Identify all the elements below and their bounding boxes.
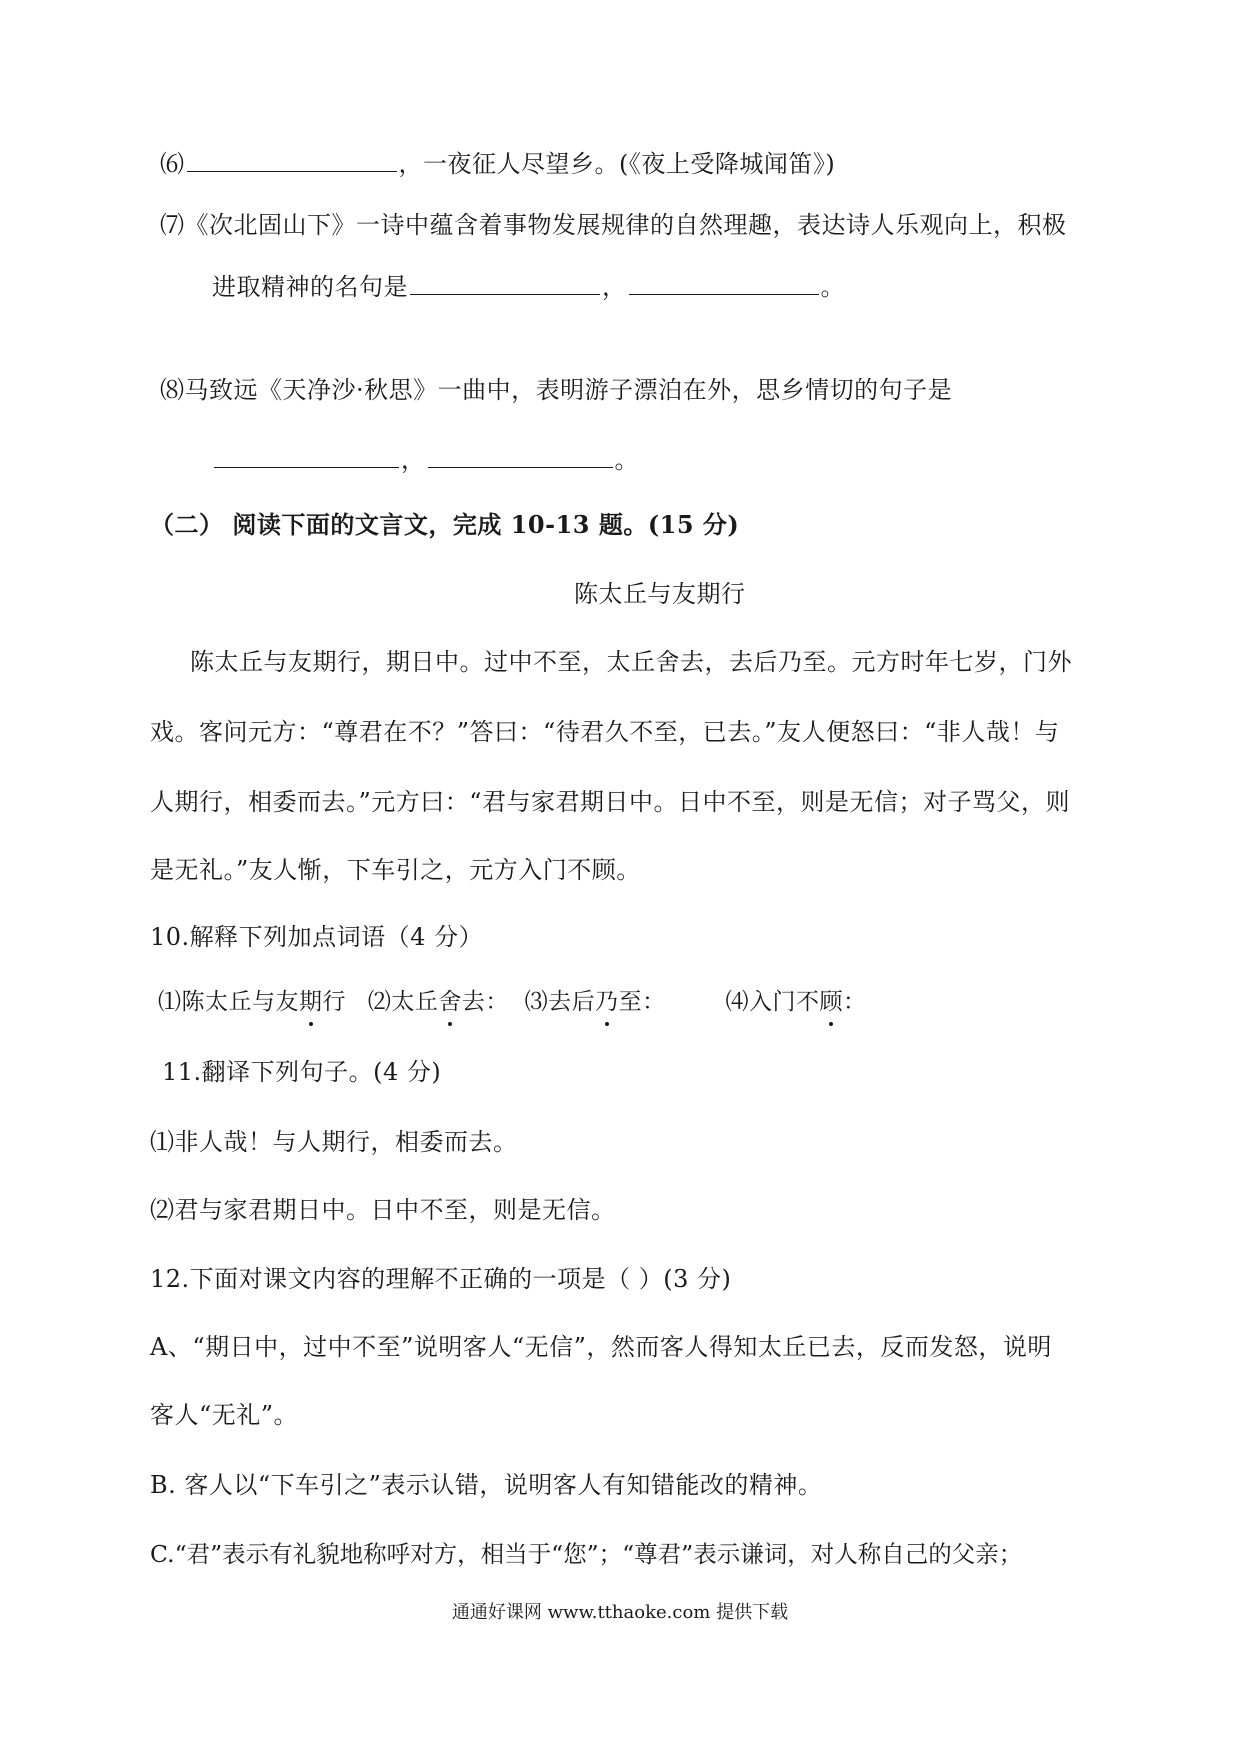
- fill-item-8-line1: [160, 373, 952, 407]
- option-c: C.“君”表示有礼貌地称呼对方，相当于“您”；“尊君”表示谦词，对人称自己的父亲；: [150, 1540, 1023, 1568]
- question-10-items: [158, 985, 866, 1019]
- q10-item-3: ⑶去后乃至：: [525, 989, 666, 1015]
- dotted-word: 顾: [819, 985, 843, 1019]
- page-footer: 通通好课网 www.tthaoke.com 提供下载: [451, 1602, 789, 1623]
- item-text: 《次北固山下》一诗中蕴含着事物发展规律的自然理趣，表达诗人乐观向上，积极: [184, 211, 1067, 239]
- question-11-title: 11.翻译下列句子。(4 分): [162, 1058, 442, 1086]
- passage-line: 陈太丘与友期行，期日中。过中不至，太丘舍去，去后乃至。元方时年七岁，门外: [190, 648, 1072, 676]
- dotted-word: 舍: [438, 985, 462, 1019]
- option-a-line2: 客人“无礼”。: [150, 1401, 299, 1429]
- option-a-line1: A、“期日中，过中不至”说明客人“无信”，然而客人得知太丘已去，反而发怒，说明: [150, 1333, 1052, 1361]
- fill-item-7-line2: [212, 270, 845, 304]
- passage-line: 是无礼。”友人惭，下车引之，元方入门不顾。: [150, 856, 641, 884]
- section-heading: （二） 阅读下面的文言文，完成 10-13 题。(15 分): [150, 510, 740, 539]
- dotted-word: 乃: [595, 985, 619, 1019]
- item-text: 马致远《天净沙·秋思》一曲中，表明游子漂泊在外，思乡情切的句子是: [184, 376, 953, 404]
- fill-item-8-line2: [212, 443, 639, 477]
- passage-line: 戏。客问元方：“尊君在不？”答曰：“待君久不至，已去。”友人便怒曰：“非人哉！与: [150, 718, 1060, 746]
- end-mark: 。: [614, 446, 639, 474]
- answer-blank[interactable]: [214, 445, 399, 468]
- end-mark: 。: [820, 273, 845, 301]
- dotted-word: 期: [299, 985, 323, 1019]
- q10-item-2: ⑵太丘舍去：: [368, 989, 509, 1015]
- item-number: ⑺: [160, 211, 185, 239]
- item-text: ，一夜征人尽望乡。(《夜上受降城闻笛》): [398, 150, 836, 178]
- separator: ，: [401, 446, 426, 474]
- separator: ，: [602, 273, 627, 301]
- fill-item-6: [160, 147, 835, 181]
- item-text: 进取精神的名句是: [212, 273, 408, 301]
- answer-blank[interactable]: [187, 149, 397, 172]
- passage-line: 人期行，相委而去。”元方曰：“君与家君期日中。日中不至，则是无信；对子骂父，则: [150, 788, 1071, 816]
- passage-title: 陈太丘与友期行: [574, 580, 746, 608]
- question-11-item-2: ⑵君与家君期日中。日中不至，则是无信。: [150, 1196, 616, 1224]
- question-12-title: 12.下面对课文内容的理解不正确的一项是（ ）(3 分): [150, 1265, 732, 1293]
- question-10-title: 10.解释下列加点词语（4 分）: [150, 923, 484, 951]
- answer-blank[interactable]: [428, 445, 613, 468]
- answer-blank[interactable]: [629, 272, 819, 295]
- q10-item-4: ⑷入门不顾：: [725, 989, 866, 1015]
- q10-item-1: ⑴陈太丘与友期行: [158, 989, 346, 1015]
- option-b: B. 客人以“下车引之”表示认错，说明客人有知错能改的精神。: [150, 1471, 823, 1499]
- question-11-item-1: ⑴非人哉！与人期行，相委而去。: [150, 1128, 518, 1156]
- item-number: ⑹: [160, 150, 185, 178]
- item-number: ⑻: [160, 376, 185, 404]
- answer-blank[interactable]: [410, 272, 600, 295]
- fill-item-7-line1: [160, 208, 1067, 242]
